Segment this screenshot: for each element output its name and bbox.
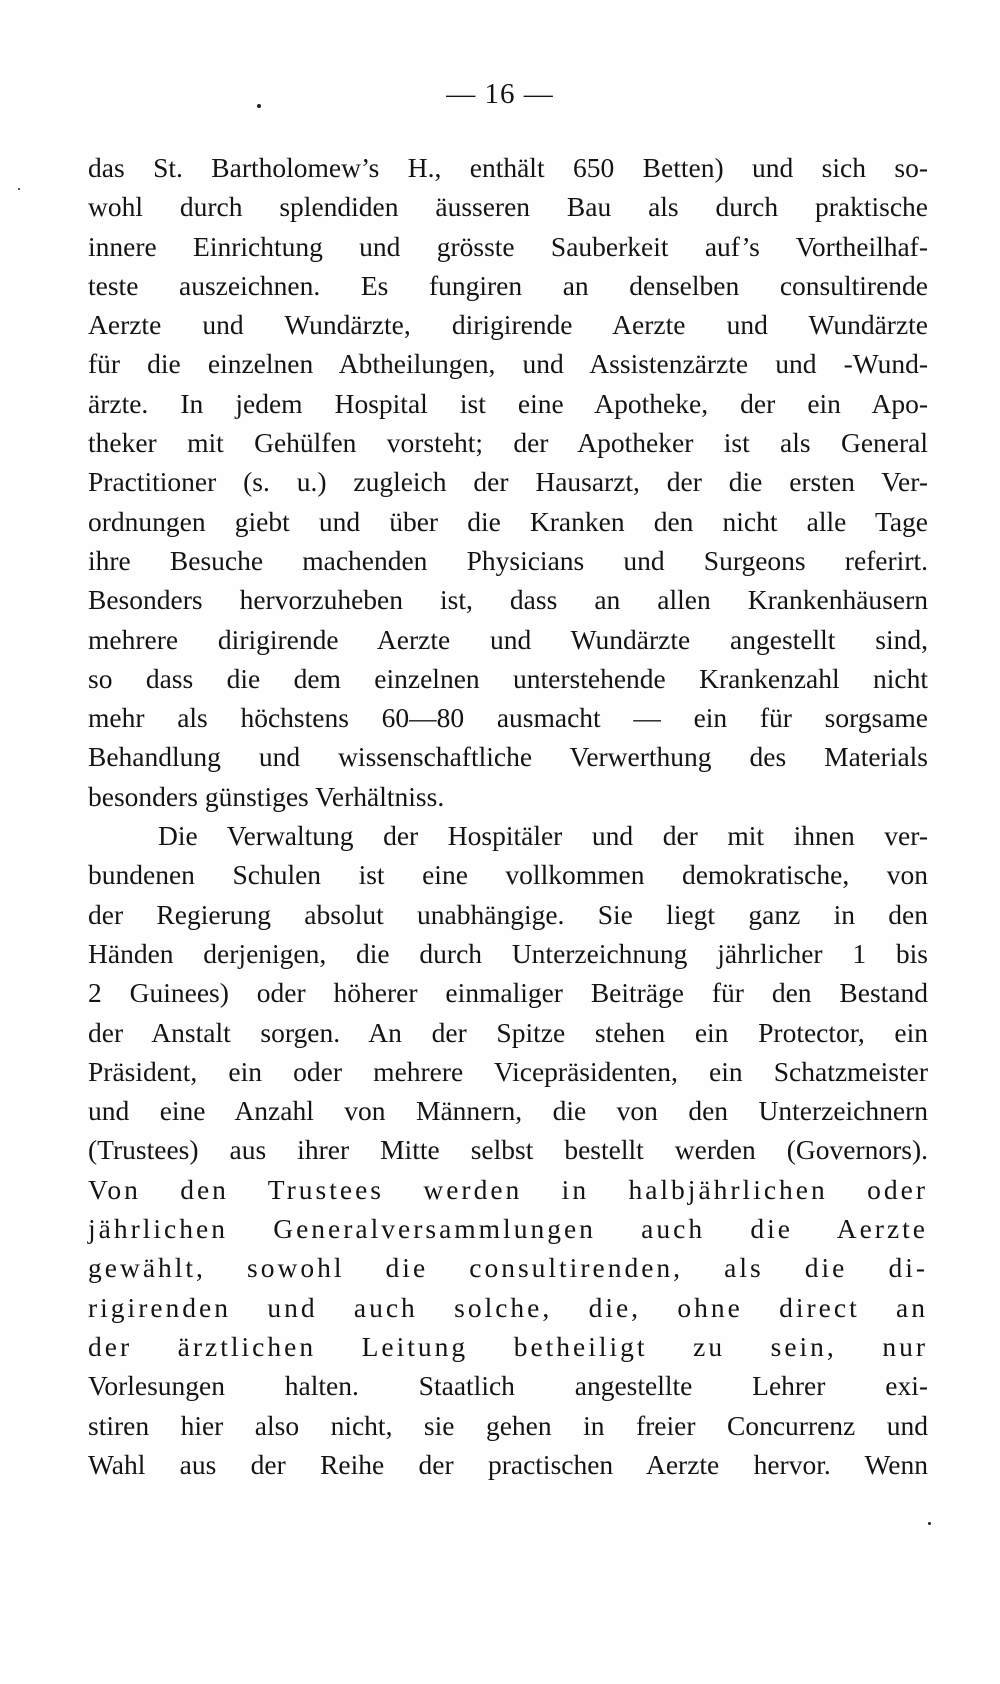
paragraph-1: [88, 148, 928, 816]
ink-speck: [928, 1522, 931, 1525]
text-line: Vorlesungen halten. Staatlich angestellte Lehrer exi-: [88, 1370, 928, 1402]
text-line: innere Einrichtung und grösste Sauberkeit auf’s Vortheilhaf-: [88, 230, 928, 262]
text-line: mehr als höchstens 60—80 ausmacht — ein für sorgsame: [88, 702, 928, 734]
text-line: Von den Trustees werden in halbjährlichen oder: [88, 1173, 928, 1205]
text-line: 2 Guinees) oder höherer einmaliger Beiträge für den Bestand: [88, 977, 928, 1009]
text-line: stiren hier also nicht, sie gehen in freier Concurrenz und: [88, 1409, 928, 1441]
text-line: ihre Besuche machenden Physicians und Surgeons referirt.: [88, 544, 928, 576]
text-line: (Trustees) aus ihrer Mitte selbst bestellt werden (Governors).: [88, 1134, 928, 1166]
text-line: so dass die dem einzelnen unterstehende Krankenzahl nicht: [88, 662, 928, 694]
text-line: der Regierung absolut unabhängige. Sie liegt ganz in den: [88, 898, 928, 930]
text-line: wohl durch splendiden äusseren Bau als durch praktische: [88, 191, 928, 223]
text-line: ordnungen giebt und über die Kranken den nicht alle Tage: [88, 505, 928, 537]
text-line: gewählt, sowohl die consultirenden, als die di-: [88, 1252, 928, 1284]
text-line: ärzte. In jedem Hospital ist eine Apotheke, der ein Apo-: [88, 387, 928, 419]
text-line: besonders günstiges Verhältniss.: [88, 780, 445, 812]
text-line: Besonders hervorzuheben ist, dass an allen Krankenhäusern: [88, 584, 928, 616]
page-number: — 16 —: [446, 78, 554, 110]
text-line: Aerzte und Wundärzte, dirigirende Aerzte und Wundärzte: [88, 309, 928, 341]
text-line: und eine Anzahl von Männern, die von den Unterzeichnern: [88, 1095, 928, 1127]
text-line: Die Verwaltung der Hospitäler und der mit ihnen ver-: [158, 820, 928, 852]
text-line: bundenen Schulen ist eine vollkommen demokratische, von: [88, 859, 928, 891]
text-line: der ärztlichen Leitung betheiligt zu sein, nur: [88, 1330, 928, 1362]
text-line: Präsident, ein oder mehrere Vicepräsidenten, ein Schatzmeister: [88, 1055, 928, 1087]
text-line: jährlichen Generalversammlungen auch die Aerzte: [88, 1213, 928, 1245]
body-text: [88, 148, 928, 1484]
text-line: Wahl aus der Reihe der practischen Aerzte hervor. Wenn: [88, 1448, 928, 1480]
paragraph-2: [88, 816, 928, 1484]
ink-speck: [18, 188, 20, 190]
text-line: teste auszeichnen. Es fungiren an denselben consultirende: [88, 269, 928, 301]
text-line: Practitioner (s. u.) zugleich der Hausarzt, der die ersten Ver-: [88, 466, 928, 498]
text-line: mehrere dirigirende Aerzte und Wundärzte angestellt sind,: [88, 623, 928, 655]
text-line: Behandlung und wissenschaftliche Verwerthung des Materials: [88, 741, 928, 773]
text-line: für die einzelnen Abtheilungen, und Assistenzärzte und -Wund-: [88, 348, 928, 380]
text-line: das St. Bartholomew’s H., enthält 650 Betten) und sich so-: [88, 152, 928, 183]
text-line: theker mit Gehülfen vorsteht; der Apotheker ist als General: [88, 427, 928, 459]
text-line: der Anstalt sorgen. An der Spitze stehen ein Protector, ein: [88, 1016, 928, 1048]
text-line: rigirenden und auch solche, die, ohne direct an: [88, 1291, 928, 1323]
text-line: Händen derjenigen, die durch Unterzeichnung jährlicher 1 bis: [88, 937, 928, 969]
